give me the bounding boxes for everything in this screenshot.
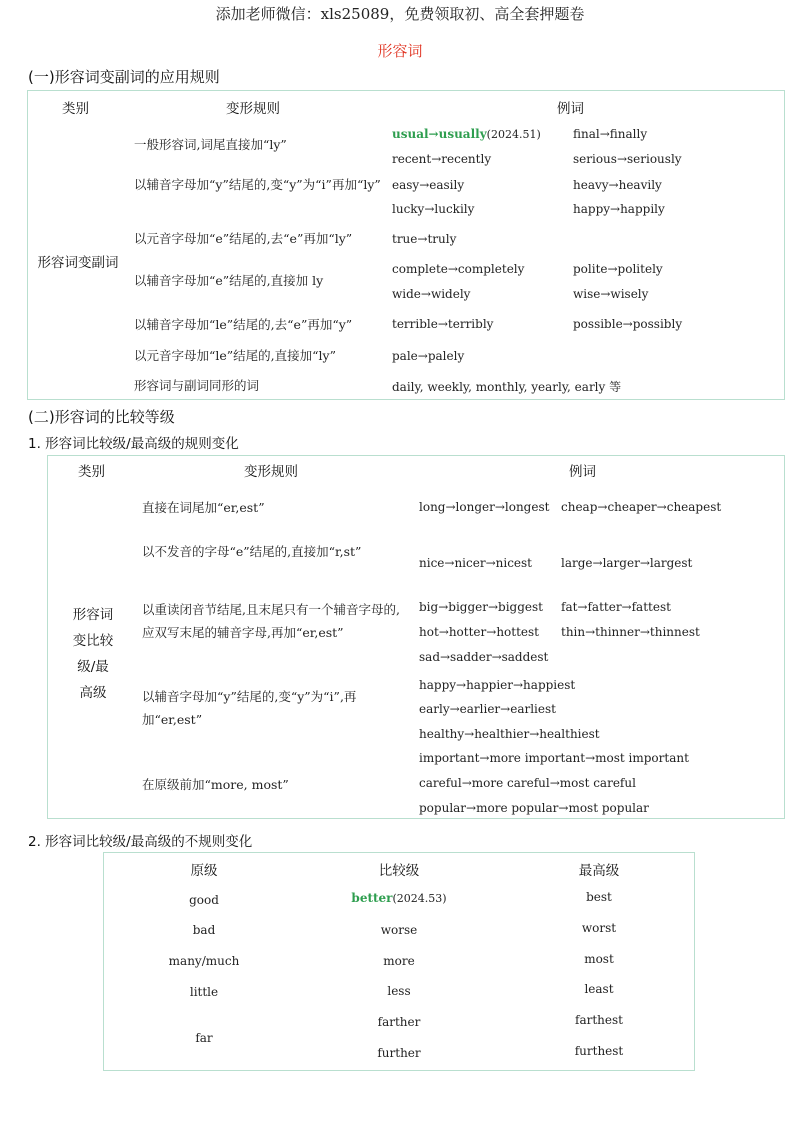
base-word: far <box>195 1031 213 1045</box>
example: important→more important→most important <box>419 751 689 765</box>
section2-heading: (二)形容词的比较等级 <box>28 408 175 426</box>
comparative-word: less <box>387 984 411 998</box>
example: fat→fatter→fattest <box>561 600 671 614</box>
comparative-word: more <box>383 954 415 968</box>
superlative-word: most <box>584 952 614 966</box>
comparative-word: worse <box>380 923 418 937</box>
example: serious→seriously <box>573 152 682 166</box>
page-title: 形容词 <box>377 42 423 60</box>
example: big→bigger→biggest <box>419 600 543 614</box>
example: final→finally <box>573 127 648 141</box>
rule-3: 以重读闭音节结尾,且末尾只有一个辅音字母的,应双写末尾的辅音字母,再加“er,est” <box>142 602 400 640</box>
superlative-word: furthest <box>574 1044 624 1058</box>
example: usual→usually(2024.51) <box>392 127 541 141</box>
example: wide→widely <box>392 287 471 301</box>
comparative-word: better(2024.53) <box>351 891 447 905</box>
example: hot→hotter→hottest <box>419 625 539 639</box>
superlative-word: best <box>586 890 612 904</box>
rule-1: 直接在词尾加“er,est” <box>142 500 265 515</box>
comparative-word: farther <box>377 1015 421 1029</box>
example: polite→politely <box>573 262 663 276</box>
rule-6: 以元音字母加“le”结尾的,直接加“ly” <box>134 348 336 363</box>
rule-4: 以辅音字母加“e”结尾的,直接加 ly <box>134 273 324 288</box>
example: popular→more popular→most popular <box>419 801 649 815</box>
example: pale→palely <box>392 349 465 363</box>
base-word: many/much <box>168 954 240 968</box>
rule-1: 一般形容词,词尾直接加“ly” <box>134 137 287 152</box>
example: early→earlier→earliest <box>419 702 556 716</box>
section1-heading: (一)形容词变副词的应用规则 <box>28 68 220 86</box>
example: heavy→heavily <box>573 178 662 192</box>
header-category: 类别 <box>78 464 105 480</box>
example: recent→recently <box>392 152 492 166</box>
category-label: 形容词变副词 <box>37 255 119 271</box>
header-base: 原级 <box>190 863 218 879</box>
header-examples: 例词 <box>569 464 596 480</box>
base-word: bad <box>192 923 216 937</box>
header-superlative: 最高级 <box>578 863 620 879</box>
example: happy→happier→happiest <box>419 678 576 692</box>
example: healthy→healthier→healthiest <box>419 727 600 741</box>
sub2-heading: 2. 形容词比较级/最高级的不规则变化 <box>28 834 253 850</box>
comparative-word: further <box>377 1046 421 1060</box>
example: lucky→luckily <box>392 202 475 216</box>
top-note: 添加老师微信：xls25089，免费领取初、高全套押题卷 <box>215 5 585 23</box>
example: terrible→terribly <box>392 317 494 331</box>
example: nice→nicer→nicest <box>419 556 532 570</box>
base-word: good <box>189 893 219 907</box>
rule-2: 以不发音的字母“e”结尾的,直接加“r,st” <box>142 544 362 559</box>
category-label: 形容词 变比较 级/最 高级 <box>72 607 114 701</box>
rule-4: 以辅音字母加“y”结尾的,变“y”为“i”,再加“er,est” <box>142 689 357 727</box>
example: complete→completely <box>392 262 525 276</box>
header-comparative: 比较级 <box>378 863 420 879</box>
example: easy→easily <box>392 178 465 192</box>
header-rule: 变形规则 <box>244 464 298 480</box>
example: sad→sadder→saddest <box>419 650 549 664</box>
rule-5: 在原级前加“more, most” <box>142 777 289 792</box>
example: happy→happily <box>573 202 665 216</box>
example: long→longer→longest <box>419 500 550 514</box>
rule-5: 以辅音字母加“le”结尾的,去“e”再加“y” <box>134 317 353 332</box>
example: wise→wisely <box>573 287 649 301</box>
superlative-word: farthest <box>575 1013 623 1027</box>
rule-2: 以辅音字母加“y”结尾的,变“y”为“i”再加“ly” <box>134 177 381 192</box>
table-irregular-comparison <box>103 852 695 1071</box>
table-regular-comparison <box>47 455 785 819</box>
example: daily, weekly, monthly, yearly, early 等 <box>392 380 622 394</box>
base-word: little <box>189 985 219 999</box>
header-examples: 例词 <box>557 101 584 117</box>
example: cheap→cheaper→cheapest <box>561 500 722 514</box>
example: possible→possibly <box>573 317 683 331</box>
example: true→truly <box>392 232 457 246</box>
sub1-heading: 1. 形容词比较级/最高级的规则变化 <box>28 436 239 452</box>
rule-7: 形容词与副词同形的词 <box>134 378 260 393</box>
example: large→larger→largest <box>561 556 693 570</box>
superlative-word: least <box>584 982 614 996</box>
rule-3: 以元音字母加“e”结尾的,去“e”再加“ly” <box>134 231 353 246</box>
header-category: 类别 <box>62 101 89 117</box>
example: thin→thinner→thinnest <box>561 625 700 639</box>
example: careful→more careful→most careful <box>419 776 636 790</box>
table-adj-to-adv <box>27 90 785 400</box>
header-rule: 变形规则 <box>226 101 280 117</box>
superlative-word: worst <box>581 921 617 935</box>
